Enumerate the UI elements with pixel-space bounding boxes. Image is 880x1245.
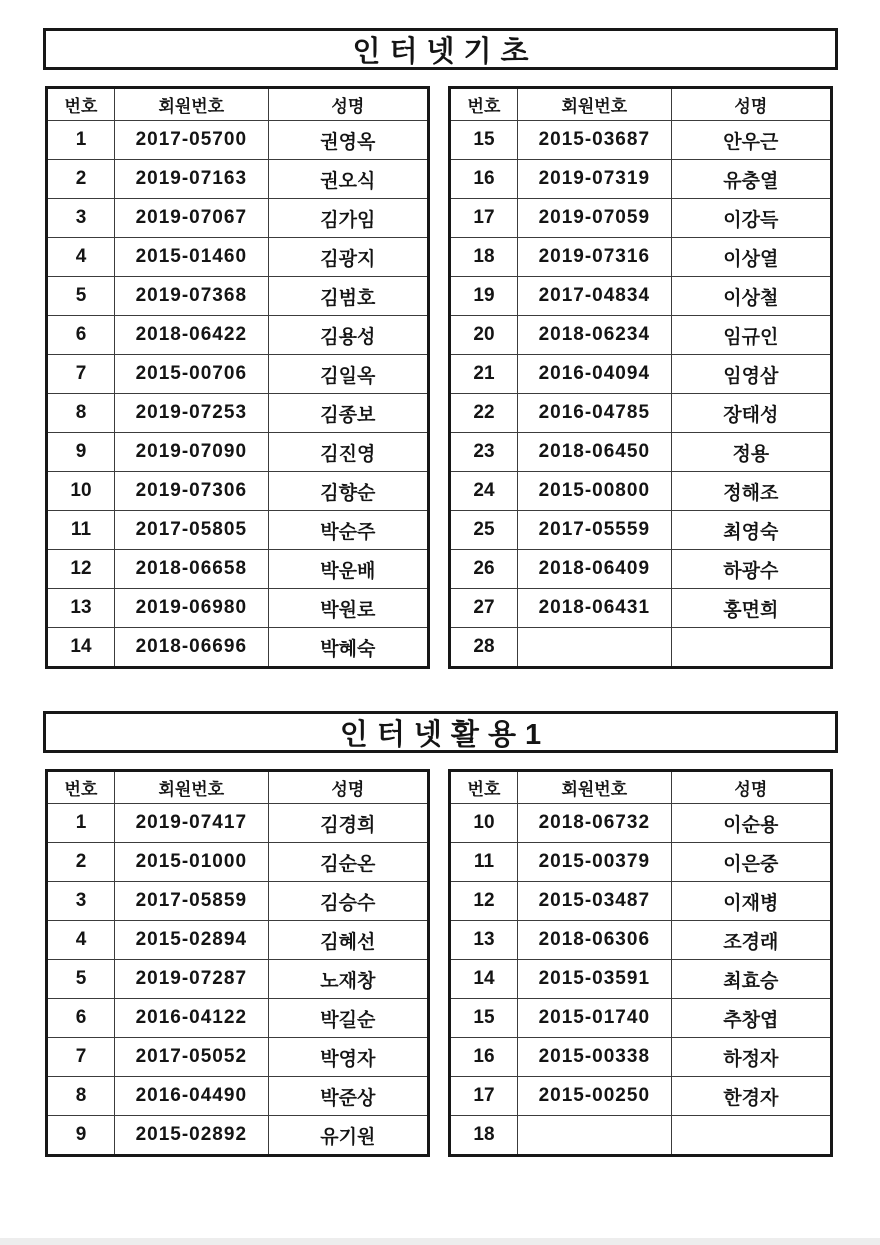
row-number-cell: 3 (47, 882, 115, 921)
member-id-cell: 2015-00338 (517, 1038, 671, 1077)
row-number-cell: 7 (47, 355, 115, 394)
section-title-internet-basics: 인터넷기초 (43, 28, 838, 70)
member-name-cell: 홍면희 (671, 589, 831, 628)
column-header: 회원번호 (114, 88, 268, 121)
member-id-cell: 2018-06658 (114, 550, 268, 589)
member-name-cell: 이은중 (671, 843, 831, 882)
column-header: 성명 (671, 88, 831, 121)
row-number-cell: 8 (47, 394, 115, 433)
row-number-cell: 14 (450, 960, 518, 999)
member-name-cell: 김순온 (268, 843, 428, 882)
table-row (47, 433, 429, 472)
member-id-cell: 2019-06980 (114, 589, 268, 628)
member-name-cell: 김일옥 (268, 355, 428, 394)
member-name-cell: 조경래 (671, 921, 831, 960)
member-id-cell: 2015-00800 (517, 472, 671, 511)
row-number-cell: 1 (47, 804, 115, 843)
member-name-cell: 이재병 (671, 882, 831, 921)
member-name-cell: 김진영 (268, 433, 428, 472)
row-number-cell: 26 (450, 550, 518, 589)
table-row (450, 843, 832, 882)
row-number-cell: 27 (450, 589, 518, 628)
member-name-cell: 김종보 (268, 394, 428, 433)
member-id-cell: 2015-02894 (114, 921, 268, 960)
member-name-cell: 하광수 (671, 550, 831, 589)
member-id-cell (517, 628, 671, 668)
row-number-cell: 16 (450, 160, 518, 199)
member-name-cell: 김승수 (268, 882, 428, 921)
row-number-cell: 24 (450, 472, 518, 511)
member-name-cell: 최효승 (671, 960, 831, 999)
table-row (450, 1077, 832, 1116)
member-name-cell: 김광지 (268, 238, 428, 277)
header-row (47, 771, 429, 804)
member-name-cell: 장태성 (671, 394, 831, 433)
member-id-cell: 2019-07316 (517, 238, 671, 277)
table-row (47, 238, 429, 277)
member-id-cell: 2019-07090 (114, 433, 268, 472)
member-id-cell: 2015-00379 (517, 843, 671, 882)
member-id-cell: 2019-07417 (114, 804, 268, 843)
row-number-cell: 19 (450, 277, 518, 316)
column-header: 번호 (47, 771, 115, 804)
row-number-cell: 18 (450, 1116, 518, 1156)
member-name-cell: 김경희 (268, 804, 428, 843)
row-number-cell: 8 (47, 1077, 115, 1116)
row-number-cell: 21 (450, 355, 518, 394)
member-id-cell: 2018-06450 (517, 433, 671, 472)
column-header: 번호 (450, 771, 518, 804)
member-id-cell: 2015-01000 (114, 843, 268, 882)
header-row (47, 88, 429, 121)
member-name-cell: 임규인 (671, 316, 831, 355)
member-name-cell: 이순용 (671, 804, 831, 843)
table-row (450, 433, 832, 472)
member-id-cell: 2018-06696 (114, 628, 268, 668)
member-name-cell: 추창엽 (671, 999, 831, 1038)
table-row (450, 355, 832, 394)
member-name-cell: 유충열 (671, 160, 831, 199)
table-row (450, 199, 832, 238)
column-header: 성명 (268, 771, 428, 804)
member-id-cell: 2019-07253 (114, 394, 268, 433)
table-row (450, 316, 832, 355)
member-id-cell: 2015-03487 (517, 882, 671, 921)
table-row (450, 511, 832, 550)
member-name-cell: 박운배 (268, 550, 428, 589)
table-row (47, 628, 429, 668)
header-row (450, 88, 832, 121)
row-number-cell: 25 (450, 511, 518, 550)
row-number-cell: 12 (450, 882, 518, 921)
row-number-cell: 15 (450, 999, 518, 1038)
table-row (47, 960, 429, 999)
roster-tables-row (45, 769, 835, 1157)
row-number-cell: 1 (47, 121, 115, 160)
member-name-cell: 안우근 (671, 121, 831, 160)
row-number-cell: 16 (450, 1038, 518, 1077)
table-row (47, 316, 429, 355)
member-name-cell: 정용 (671, 433, 831, 472)
table-row (450, 1116, 832, 1156)
member-id-cell: 2019-07287 (114, 960, 268, 999)
member-name-cell: 김용성 (268, 316, 428, 355)
member-id-cell: 2019-07319 (517, 160, 671, 199)
section-internet-basics (0, 28, 880, 669)
column-header: 번호 (450, 88, 518, 121)
member-name-cell: 박영자 (268, 1038, 428, 1077)
row-number-cell: 10 (450, 804, 518, 843)
table-row (47, 804, 429, 843)
row-number-cell: 17 (450, 1077, 518, 1116)
table-row (47, 160, 429, 199)
member-name-cell: 김가임 (268, 199, 428, 238)
row-number-cell: 10 (47, 472, 115, 511)
row-number-cell: 18 (450, 238, 518, 277)
row-number-cell: 5 (47, 960, 115, 999)
table-row (47, 589, 429, 628)
column-header: 회원번호 (517, 771, 671, 804)
row-number-cell: 28 (450, 628, 518, 668)
row-number-cell: 17 (450, 199, 518, 238)
row-number-cell: 6 (47, 316, 115, 355)
member-name-cell (671, 1116, 831, 1156)
section-internet-application-1 (0, 711, 880, 1157)
member-name-cell: 이상철 (671, 277, 831, 316)
table-row (450, 277, 832, 316)
member-id-cell: 2015-03687 (517, 121, 671, 160)
table-row (450, 238, 832, 277)
member-id-cell: 2015-02892 (114, 1116, 268, 1156)
table-row (47, 121, 429, 160)
table-row (450, 960, 832, 999)
column-header: 성명 (268, 88, 428, 121)
table-row (47, 1038, 429, 1077)
roster-table-basics-right (448, 86, 833, 669)
row-number-cell: 22 (450, 394, 518, 433)
header-row (450, 771, 832, 804)
table-row (47, 277, 429, 316)
member-name-cell: 박준상 (268, 1077, 428, 1116)
row-number-cell: 4 (47, 921, 115, 960)
table-row (450, 882, 832, 921)
member-name-cell: 박원로 (268, 589, 428, 628)
roster-table-application-left (45, 769, 430, 1157)
row-number-cell: 4 (47, 238, 115, 277)
member-name-cell: 김향순 (268, 472, 428, 511)
member-name-cell: 김혜선 (268, 921, 428, 960)
member-id-cell: 2015-00706 (114, 355, 268, 394)
member-name-cell: 김범호 (268, 277, 428, 316)
table-row (47, 199, 429, 238)
table-row (450, 999, 832, 1038)
member-name-cell: 박혜숙 (268, 628, 428, 668)
table-row (450, 394, 832, 433)
row-number-cell: 23 (450, 433, 518, 472)
member-id-cell: 2019-07059 (517, 199, 671, 238)
table-row (47, 355, 429, 394)
member-name-cell: 임영삼 (671, 355, 831, 394)
member-id-cell: 2018-06732 (517, 804, 671, 843)
member-id-cell: 2015-03591 (517, 960, 671, 999)
member-id-cell (517, 1116, 671, 1156)
table-row (47, 882, 429, 921)
column-header: 회원번호 (114, 771, 268, 804)
member-id-cell: 2018-06409 (517, 550, 671, 589)
roster-table-application-right (448, 769, 833, 1157)
table-row (47, 843, 429, 882)
table-row (450, 550, 832, 589)
member-name-cell: 권오식 (268, 160, 428, 199)
section-title-internet-application-1: 인터넷활용1 (43, 711, 838, 753)
table-row (47, 472, 429, 511)
member-id-cell: 2019-07368 (114, 277, 268, 316)
member-id-cell: 2016-04122 (114, 999, 268, 1038)
member-id-cell: 2015-01460 (114, 238, 268, 277)
roster-table-basics-left (45, 86, 430, 669)
column-header: 성명 (671, 771, 831, 804)
row-number-cell: 2 (47, 843, 115, 882)
row-number-cell: 3 (47, 199, 115, 238)
row-number-cell: 6 (47, 999, 115, 1038)
table-row (450, 160, 832, 199)
table-row (47, 1116, 429, 1156)
member-id-cell: 2015-01740 (517, 999, 671, 1038)
member-id-cell: 2017-05805 (114, 511, 268, 550)
member-name-cell (671, 628, 831, 668)
table-row (450, 628, 832, 668)
table-row (450, 121, 832, 160)
scan-edge-artifact (0, 1238, 880, 1245)
row-number-cell: 2 (47, 160, 115, 199)
table-row (47, 1077, 429, 1116)
member-id-cell: 2018-06431 (517, 589, 671, 628)
row-number-cell: 20 (450, 316, 518, 355)
row-number-cell: 11 (450, 843, 518, 882)
member-name-cell: 이강득 (671, 199, 831, 238)
row-number-cell: 9 (47, 1116, 115, 1156)
row-number-cell: 11 (47, 511, 115, 550)
row-number-cell: 15 (450, 121, 518, 160)
member-id-cell: 2019-07306 (114, 472, 268, 511)
member-id-cell: 2019-07067 (114, 199, 268, 238)
row-number-cell: 7 (47, 1038, 115, 1077)
member-id-cell: 2016-04094 (517, 355, 671, 394)
member-name-cell: 유기원 (268, 1116, 428, 1156)
member-id-cell: 2018-06234 (517, 316, 671, 355)
member-name-cell: 노재창 (268, 960, 428, 999)
member-id-cell: 2017-05700 (114, 121, 268, 160)
member-id-cell: 2018-06422 (114, 316, 268, 355)
member-id-cell: 2016-04490 (114, 1077, 268, 1116)
table-row (450, 472, 832, 511)
member-id-cell: 2019-07163 (114, 160, 268, 199)
member-id-cell: 2017-05859 (114, 882, 268, 921)
member-id-cell: 2015-00250 (517, 1077, 671, 1116)
member-name-cell: 하정자 (671, 1038, 831, 1077)
table-row (47, 511, 429, 550)
row-number-cell: 12 (47, 550, 115, 589)
member-name-cell: 권영옥 (268, 121, 428, 160)
row-number-cell: 9 (47, 433, 115, 472)
table-row (450, 804, 832, 843)
column-header: 번호 (47, 88, 115, 121)
table-row (47, 394, 429, 433)
table-row (47, 921, 429, 960)
member-id-cell: 2016-04785 (517, 394, 671, 433)
member-name-cell: 한경자 (671, 1077, 831, 1116)
column-header: 회원번호 (517, 88, 671, 121)
row-number-cell: 5 (47, 277, 115, 316)
member-name-cell: 최영숙 (671, 511, 831, 550)
row-number-cell: 14 (47, 628, 115, 668)
table-row (47, 550, 429, 589)
member-name-cell: 이상열 (671, 238, 831, 277)
member-id-cell: 2017-04834 (517, 277, 671, 316)
member-name-cell: 박길순 (268, 999, 428, 1038)
table-row (450, 1038, 832, 1077)
row-number-cell: 13 (47, 589, 115, 628)
table-row (450, 921, 832, 960)
member-name-cell: 정해조 (671, 472, 831, 511)
row-number-cell: 13 (450, 921, 518, 960)
member-id-cell: 2017-05052 (114, 1038, 268, 1077)
member-name-cell: 박순주 (268, 511, 428, 550)
member-id-cell: 2018-06306 (517, 921, 671, 960)
table-row (47, 999, 429, 1038)
roster-tables-row (45, 86, 835, 669)
member-id-cell: 2017-05559 (517, 511, 671, 550)
table-row (450, 589, 832, 628)
